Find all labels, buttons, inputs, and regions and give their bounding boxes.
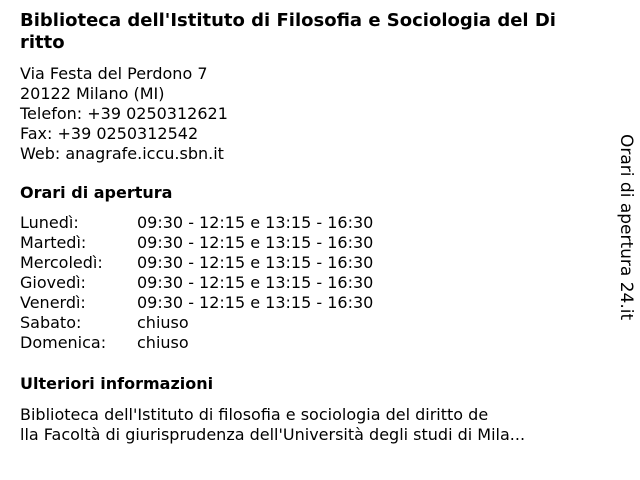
contact-block: [20, 64, 228, 164]
watermark-text: Orari di apertura 24.it: [616, 134, 636, 321]
day-label: Giovedì:: [20, 273, 86, 292]
more-info-line-2: lla Facoltà di giurisprudenza dell'Università degli studi di Mila...: [20, 425, 526, 444]
hours-value: chiuso: [137, 333, 189, 352]
day-label: Mercoledì:: [20, 253, 103, 272]
web-line: Web: anagrafe.iccu.sbn.it: [20, 144, 224, 163]
page-title: [20, 10, 600, 54]
fax-line: Fax: +39 0250312542: [20, 124, 199, 143]
address-line: Via Festa del Perdono 7: [20, 64, 208, 83]
more-info-text: [20, 405, 525, 445]
day-label: Sabato:: [20, 313, 82, 332]
day-label: Domenica:: [20, 333, 107, 352]
phone-line: Telefon: +39 0250312621: [20, 104, 228, 123]
hours-value: 09:30 - 12:15 e 13:15 - 16:30: [137, 273, 374, 292]
hours-value: 09:30 - 12:15 e 13:15 - 16:30: [137, 293, 374, 312]
hours-value: chiuso: [137, 313, 189, 332]
hours-value: 09:30 - 12:15 e 13:15 - 16:30: [137, 213, 374, 232]
opening-hours-heading: Orari di apertura: [20, 183, 173, 202]
day-label: Lunedì:: [20, 213, 79, 232]
more-info-line-1: Biblioteca dell'Istituto di filosofia e sociologia del diritto de: [20, 405, 489, 424]
site-watermark: [610, 134, 640, 321]
day-label: Martedì:: [20, 233, 87, 252]
hours-value: 09:30 - 12:15 e 13:15 - 16:30: [137, 253, 374, 272]
page-title-line-2: ritto: [20, 32, 65, 53]
page-title-line-1: Biblioteca dell'Istituto di Filosofia e Sociologia del Di: [20, 10, 556, 31]
city-line: 20122 Milano (MI): [20, 84, 165, 103]
day-label: Venerdì:: [20, 293, 86, 312]
more-info-heading: Ulteriori informazioni: [20, 374, 214, 393]
hours-value: 09:30 - 12:15 e 13:15 - 16:30: [137, 233, 374, 252]
